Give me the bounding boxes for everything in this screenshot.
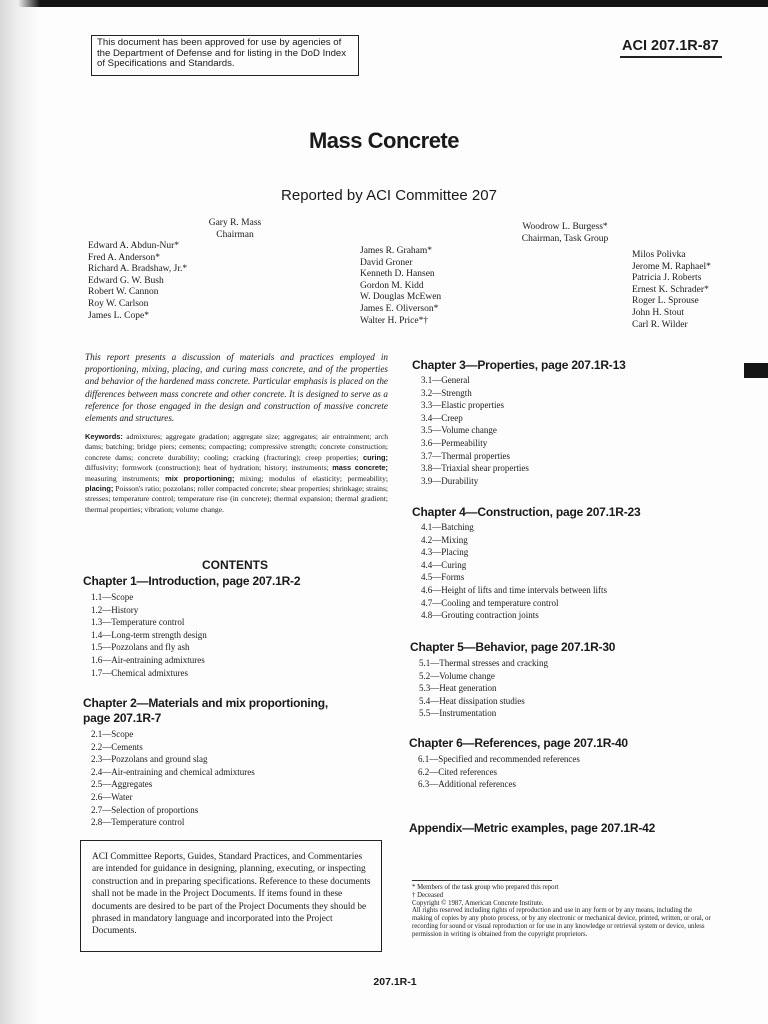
member-name: Kenneth D. Hansen: [360, 269, 435, 280]
page-number: 207.1R-1: [373, 976, 417, 988]
footnotes: [412, 884, 712, 939]
toc-item: 5.2—Volume change: [419, 670, 495, 681]
chapter-1-items: [91, 591, 207, 679]
member-name: Jerome M. Raphael*: [632, 261, 711, 272]
committee-chairman: [185, 218, 285, 241]
chapter-2-items: [91, 728, 255, 829]
chapter-6-items: [418, 753, 580, 791]
keywords: Keywords: admixtures; aggregate gradation; aggregate size; aggregates; air entrainment; arch dams; batching; bridge piers; cements; compacting; compressive strength; concrete construction; concrete dams; concrete durability; cooling; cracking (fracturing); creep properties; curing; diffusivity; formwork (construction); heat of hydration; history; instruments; mass concrete; measuring instruments; mix proportioning; mixing; modulus of elasticity; permeability; placing; Poisson's ratio; pozzolans; roller compacted concrete; shear properties; shrinkage; strains; stresses; temperature control; temperature rise (in concrete); thermal expansion; thermal gradient; thermal properties; vibration; volume change.: [85, 432, 389, 514]
toc-item: 1.1—Scope: [91, 592, 134, 602]
document-id-rule: [620, 56, 722, 58]
edge-marker: [744, 363, 768, 378]
toc-item: 3.3—Elastic properties: [421, 400, 504, 411]
task-chair-role: Chairman, Task Group: [521, 233, 609, 244]
toc-item: 4.5—Forms: [421, 572, 465, 583]
member-name: Patricia J. Roberts: [632, 273, 702, 284]
chapter-5-items: [419, 657, 548, 720]
member-name: John H. Stout: [632, 307, 684, 318]
toc-item: 4.4—Curing: [421, 559, 467, 570]
toc-item: 3.6—Permeability: [421, 437, 488, 448]
toc-item: 4.8—Grouting contraction joints: [421, 610, 539, 621]
reported-by: Reported by ACI Committee 207: [281, 187, 497, 204]
chapter-4-heading: Chapter 4—Construction, page 207.1R-23: [412, 505, 641, 519]
toc-item: 2.5—Aggregates: [91, 779, 153, 790]
task-group-chairman: [505, 222, 625, 245]
toc-item: 4.6—Height of lifts and time intervals between lifts: [421, 584, 607, 595]
toc-item: 1.2—History: [91, 604, 139, 615]
toc-item: 2.2—Cements: [91, 741, 143, 752]
document-id: ACI 207.1R-87: [622, 38, 719, 54]
rights-statement: All rights reserved including rights of reproduction and use in any form or by any means, including the making of copies by any photo process, or by any electronic or mechanical device, printed, written, or oral, or recording for sound or visual reproduction or for use in any knowledge or retrieval system or device, unless permission in writing is obtained from the copyright proprietors.: [412, 907, 711, 938]
toc-item: 6.3—Additional references: [418, 779, 516, 790]
toc-item: 4.7—Cooling and temperature control: [421, 597, 559, 608]
toc-item: 3.2—Strength: [421, 387, 472, 398]
member-name: Edward A. Abdun-Nur*: [88, 241, 180, 251]
dod-approval-notice: This document has been approved for use by agencies of the Department of Defense and for listing in the DoD Index of Specifications and Standards.: [91, 35, 359, 76]
toc-item: 2.1—Scope: [91, 729, 134, 739]
toc-item: 6.1—Specified and recommended references: [418, 754, 580, 764]
member-name: Fred A. Anderson*: [88, 252, 161, 263]
toc-item: 5.5—Instrumentation: [419, 708, 497, 719]
toc-item: 2.4—Air-entraining and chemical admixtures: [91, 766, 255, 777]
member-name: Edward G. W. Bush: [88, 275, 164, 286]
toc-item: 5.1—Thermal stresses and cracking: [419, 658, 548, 668]
chapter-4-items: [421, 521, 607, 622]
toc-item: 1.3—Temperature control: [91, 617, 185, 628]
chairman-name: Gary R. Mass: [208, 218, 262, 228]
abstract: This report presents a discussion of materials and practices employed in proportioning, mixing, placing, and curing mass concrete, and of the properties and behavior of the hardened mass concrete. Particular emphasis is placed on the differences between mass concrete and other concrete. It is designed to serve as a reference for those engaged in the design and construction of massive concrete elements and structures.: [85, 352, 388, 424]
committee-reports-note: ACI Committee Reports, Guides, Standard Practices, and Commentaries are intended for guidance in designing, planning, executing, or inspecting construction and in preparing specifications. Reference to these documents shall not be made in the Project Documents. If items found in these documents are desired to be part of the Project Documents they should be phrased in mandatory language and incorporated into the Project Documents.: [80, 840, 382, 952]
copyright-line: Copyright © 1987, American Concrete Institute.: [412, 899, 544, 907]
footnote-rule: [412, 880, 552, 881]
toc-item: 3.7—Thermal properties: [421, 450, 510, 461]
committee-members-col1: [88, 241, 187, 322]
chapter-6-heading: Chapter 6—References, page 207.1R-40: [409, 736, 628, 750]
member-name: Gordon M. Kidd: [360, 280, 424, 291]
member-name: Carl R. Wilder: [632, 319, 688, 330]
toc-item: 3.4—Creep: [421, 412, 463, 423]
scan-top-edge: [0, 0, 768, 7]
toc-item: 4.1—Batching: [421, 522, 474, 532]
appendix-heading: Appendix—Metric examples, page 207.1R-42: [409, 821, 656, 835]
member-name: James L. Cope*: [88, 310, 149, 321]
member-name: David Groner: [360, 257, 413, 268]
toc-item: 4.2—Mixing: [421, 534, 468, 545]
committee-members-col2: [360, 246, 441, 327]
member-name: Roger L. Sprouse: [632, 296, 699, 307]
footnote-task-group: * Members of the task group who prepared this report: [412, 884, 559, 891]
chapter-2-heading: Chapter 2—Materials and mix proportioning, page 207.1R-7: [83, 696, 328, 725]
toc-item: 3.8—Triaxial shear properties: [421, 463, 529, 474]
member-name: Milos Polivka: [632, 250, 686, 260]
toc-item: 6.2—Cited references: [418, 766, 497, 777]
toc-item: 1.5—Pozzolans and fly ash: [91, 642, 190, 653]
member-name: Ernest K. Schrader*: [632, 284, 709, 295]
contents-heading: CONTENTS: [202, 558, 268, 572]
toc-item: 2.6—Water: [91, 791, 133, 802]
member-name: James E. Oliverson*: [360, 303, 439, 314]
task-chair-name: Woodrow L. Burgess*: [522, 222, 608, 232]
toc-item: 4.3—Placing: [421, 547, 469, 558]
toc-item: 5.4—Heat dissipation studies: [419, 695, 525, 706]
toc-item: 3.9—Durability: [421, 475, 479, 486]
toc-item: 1.4—Long-term strength design: [91, 629, 207, 640]
member-name: Walter H. Price*†: [360, 315, 429, 326]
page-title: Mass Concrete: [308, 128, 459, 153]
committee-members-col3: [632, 250, 711, 331]
toc-item: 2.3—Pozzolans and ground slag: [91, 754, 208, 765]
toc-item: 1.6—Air-entraining admixtures: [91, 654, 205, 665]
member-name: Roy W. Carlson: [88, 298, 149, 309]
chapter-1-heading: Chapter 1—Introduction, page 207.1R-2: [83, 574, 301, 588]
member-name: Richard A. Bradshaw, Jr.*: [88, 264, 188, 275]
toc-item: 3.5—Volume change: [421, 425, 497, 436]
toc-item: 3.1—General: [421, 375, 470, 385]
chapter-3-items: [421, 374, 529, 487]
member-name: W. Douglas McEwen: [360, 292, 442, 303]
toc-item: 2.7—Selection of proportions: [91, 804, 199, 815]
chapter-3-heading: Chapter 3—Properties, page 207.1R-13: [412, 358, 626, 372]
chapter-5-heading: Chapter 5—Behavior, page 207.1R-30: [410, 640, 616, 654]
toc-item: 5.3—Heat generation: [419, 683, 497, 694]
member-name: Robert W. Cannon: [88, 287, 159, 298]
toc-item: 2.8—Temperature control: [91, 817, 185, 828]
chairman-role: Chairman: [216, 229, 254, 240]
member-name: James R. Graham*: [360, 246, 433, 256]
keywords-label: Keywords:: [85, 432, 123, 441]
toc-item: 1.7—Chemical admixtures: [91, 667, 188, 678]
footnote-deceased: † Deceased: [412, 891, 444, 899]
